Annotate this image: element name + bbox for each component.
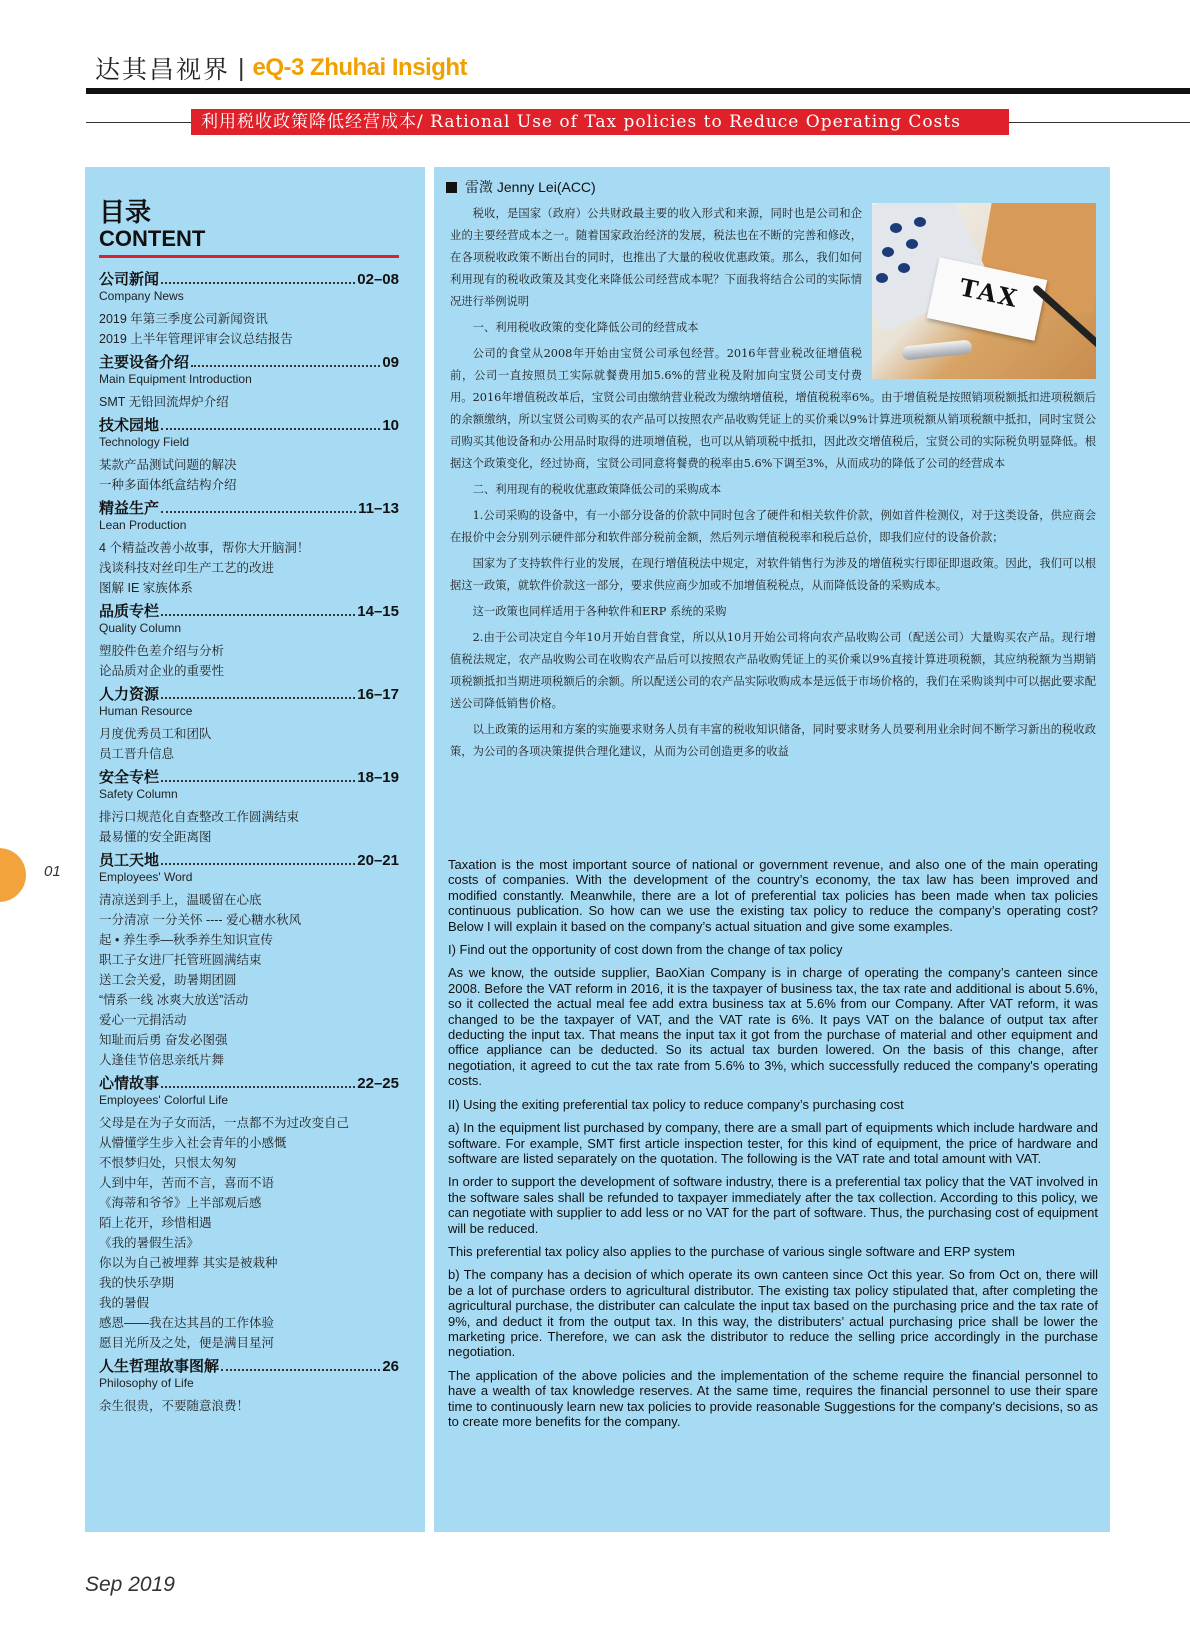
toc-item[interactable]: 某款产品测试问题的解决 — [99, 458, 237, 472]
toc-section — [99, 354, 399, 412]
toc-item[interactable]: 人到中年，苦而不言，喜而不语 — [99, 1176, 275, 1190]
toc-item[interactable]: 我的快乐孕期 — [99, 1276, 175, 1290]
toc-item[interactable]: 清凉送到手上，温暖留在心底 — [99, 893, 262, 907]
calculator-key — [914, 217, 926, 227]
masthead — [95, 48, 467, 88]
toc-section-title: 人生哲理故事图解 — [99, 1358, 220, 1375]
toc-section-heading[interactable] — [99, 852, 399, 870]
toc-section-pages: 11–13 — [358, 500, 399, 517]
toc-item[interactable]: 《我的暑假生活》 — [99, 1236, 200, 1250]
paragraph-en: The application of the above policies and the implementation of the scheme require the financial personnel to have a wealth of tax knowledge reserves. At the same time, requires the financial personnel to use their spare time to continuously learn new tax policies to provide reasonable Suggestions for the company's decisions, so as to create more benefits for the company. — [448, 1367, 1098, 1429]
toc-section-heading[interactable] — [99, 686, 399, 704]
toc-section-title: 精益生产 — [99, 500, 160, 517]
toc-item[interactable]: 余生很贵，不要随意浪费！ — [99, 1399, 250, 1413]
paragraph-en: Taxation is the most important source of national or government revenue, and also one of the main operating costs of companies. With the development of the country’s economy, the tax law has been improved and modified constantly. Meanwhile, there are a lot of preferential tax policies has been made when tax policies continuous publication. So how can we use the existing tax policy to reduce the company’s operating cost? Below I will explain it based on the company’s actual situation and give some examples. — [448, 857, 1098, 934]
toc-item[interactable]: “情系一线 冰爽大放送”活动 — [99, 993, 249, 1007]
toc-section — [99, 1075, 399, 1353]
magazine-title-cn: 达其昌视界 — [95, 55, 231, 84]
toc-leader-dots — [161, 428, 380, 430]
toc-item[interactable]: 最易懂的安全距离图 — [99, 830, 212, 844]
toc-item[interactable]: 感恩——我在达其昌的工作体验 — [99, 1316, 275, 1330]
calculator-key — [898, 263, 910, 273]
toc-heading — [99, 197, 205, 251]
toc-item[interactable]: 我的暑假 — [99, 1296, 150, 1310]
toc-section-pages: 16–17 — [357, 686, 399, 703]
paragraph-en: This preferential tax policy also applies to the purchase of various single software and ERP system — [448, 1243, 1015, 1259]
toc-section-heading[interactable] — [99, 500, 399, 518]
toc-item[interactable]: 论品质对企业的重要性 — [99, 664, 225, 678]
paragraph-cn: 二、利用现有的税收优惠政策降低公司的采购成本 — [472, 483, 722, 496]
toc-section — [99, 769, 399, 847]
toc-leader-dots — [161, 511, 356, 513]
toc-section-pages: 22–25 — [357, 1075, 399, 1092]
paragraph-cn: 1.公司采购的设备中，有一小部分设备的价款中同时包含了硬件和相关软件价款，例如首件检测仪，对于这类设备，供应商会在报价中会分别列示硬件部分和软件部分税前金额，然后列示增值税税率和税后总价，即我们应付的设备价款； — [450, 509, 1096, 544]
toc-section — [99, 603, 399, 681]
toc-section-title: 公司新闻 — [99, 271, 160, 288]
paragraph-en: In order to support the development of software industry, there is a preferential tax policy that the VAT involved in the software sales shall be refunded to taxpayer immediately after the tax collection. According to this policy, we can negotiate with supplier to add less or no VAT for the part of software. Thus, the purchasing cost of equipment will be reduced. — [448, 1174, 1098, 1236]
article-body-cn — [450, 203, 1096, 767]
calculator-key — [906, 239, 918, 249]
toc-divider — [99, 255, 399, 258]
article-author — [446, 177, 596, 197]
calculator-key — [890, 223, 902, 233]
paragraph-cn: 以上政策的运用和方案的实施要求财务人员有丰富的税收知识储备，同时要求财务人员要利用业余时间不断学习新出的税收政策，为公司的各项决策提供合理化建议，从而为公司创造更多的收益 — [450, 723, 1096, 758]
toc-item[interactable]: 你以为自己被埋葬 其实是被栽种 — [99, 1256, 278, 1270]
toc-item[interactable]: 不恨梦归处，只恨太匆匆 — [99, 1156, 237, 1170]
toc-item[interactable]: 父母是在为子女而活，一点都不为过改变自己 — [99, 1116, 350, 1130]
calculator-key — [882, 247, 894, 257]
toc-section-subtitle: Company News — [99, 289, 184, 303]
toc-item[interactable]: 愿目光所及之处，便是满目星河 — [99, 1336, 275, 1350]
toc-section-title: 人力资源 — [99, 686, 160, 703]
calculator-key — [876, 273, 888, 283]
toc-item[interactable]: SMT 无铅回流焊炉介绍 — [99, 395, 229, 409]
toc-leader-dots — [161, 697, 355, 699]
toc-leader-dots — [161, 1086, 355, 1088]
toc-section-pages: 09 — [382, 354, 399, 371]
toc-item[interactable]: 《海蒂和爷爷》上半部观后感 — [99, 1196, 262, 1210]
paragraph-cn: 国家为了支持软件行业的发展，在现行增值税法中规定，对软件销售行为涉及的增值税实行即征即退政策。因此，我们可以根据这一政策，就软件价款这一部分，要求供应商少加或不加增值税税点，从而降低设备的采购成本。 — [450, 557, 1096, 592]
toc-item[interactable]: 月度优秀员工和团队 — [99, 727, 212, 741]
toc-section — [99, 852, 399, 1070]
toc-section-subtitle: Employees' Word — [99, 870, 193, 884]
paragraph-en: a) In the equipment list purchased by company, there are a small part of equipments which include hardware and software. For example, SMT first article inspection tester, for this kind of equipment, the price of hardware and software are listed separately on the quotation. The following is the VAT rate and total amount with VAT. — [448, 1120, 1098, 1166]
author-name: 雷澂 Jenny Lei(ACC) — [465, 179, 596, 195]
toc-item[interactable]: 起 • 养生季—秋季养生知识宣传 — [99, 933, 273, 947]
toc-item[interactable]: 图解 IE 家族体系 — [99, 581, 193, 595]
magazine-title-en: eQ-3 Zhuhai Insight — [252, 54, 468, 81]
page-tab-marker — [0, 848, 26, 902]
toc-section-subtitle: Lean Production — [99, 518, 187, 532]
toc-item[interactable]: 2019 年第三季度公司新闻资讯 — [99, 312, 268, 326]
toc-section-subtitle: Philosophy of Life — [99, 1376, 194, 1390]
toc-section-heading[interactable] — [99, 354, 399, 372]
toc-item[interactable]: 知耻而后勇 奋发必图强 — [99, 1033, 228, 1047]
masthead-separator: | — [238, 53, 245, 82]
toc-item[interactable]: 从懵懂学生步入社会青年的小感慨 — [99, 1136, 287, 1150]
toc-section-subtitle: Human Resource — [99, 704, 193, 718]
paragraph-en: II) Using the exiting preferential tax policy to reduce company’s purchasing cost — [448, 1096, 904, 1112]
tax-card-label: TAX — [956, 272, 1022, 314]
toc-item[interactable]: 陌上花开，珍惜相遇 — [99, 1216, 212, 1230]
toc-item[interactable]: 塑胶件色差介绍与分析 — [99, 644, 225, 658]
article-body-en — [448, 857, 1098, 1437]
toc-item[interactable]: 排污口规范化自查整改工作圆满结束 — [99, 810, 300, 824]
toc-section-heading[interactable] — [99, 603, 399, 621]
toc-leader-dots — [161, 614, 355, 616]
toc-section-subtitle: Safety Column — [99, 787, 178, 801]
toc-item[interactable]: 人逢佳节倍思亲纸片舞 — [99, 1053, 225, 1067]
toc-section — [99, 271, 399, 349]
article-banner: 利用税收政策降低经营成本/ Rational Use of Tax policies to Reduce Operating Costs — [191, 109, 1009, 135]
pen-cap-icon — [901, 339, 972, 360]
toc-leader-dots — [161, 780, 355, 782]
toc-section — [99, 500, 399, 598]
toc-section-title: 安全专栏 — [99, 769, 160, 786]
issue-date: Sep 2019 — [85, 1573, 175, 1596]
header-rule — [86, 88, 1190, 94]
toc-section-pages: 02–08 — [357, 271, 399, 288]
toc-section-heading[interactable] — [99, 1075, 399, 1093]
page-number: 01 — [44, 863, 61, 880]
article-panel — [434, 167, 1110, 1532]
toc-section — [99, 417, 399, 495]
toc-section-pages: 14–15 — [357, 603, 399, 620]
paragraph-cn: 税收，是国家（政府）公共财政最主要的收入形式和来源，同时也是公司和企业的主要经营成本之一。随着国家政治经济的发展，税法也在不断的完善和修改，在各项税收政策不断出台的同时，也推出了大量的税收优惠政策。那么，我们如何利用现有的税收政策及其变化来降低公司经营成本呢？下面我将结合公司的实际情况进行举例说明 — [450, 207, 862, 308]
paragraph-en: b) The company has a decision of which operate its own canteen since Oct this year. So from Oct on, there will be a lot of purchase orders to agricultural distributor. The existing tax policy stipulated that, after completing the agricultural purchase, the distributer can calculate the input tax based on the purchasing price and the tax rate of 9%, and deduct it from the output tax. In this way, the distributers’ actual purchasing price shall be lower the marketing price. Therefore, we can ask the distributor to reduce the selling price accordingly in the purchase negotiation. — [448, 1267, 1098, 1360]
toc-section-heading[interactable] — [99, 1358, 399, 1376]
toc-item[interactable]: 送工会关爱，助暑期团圆 — [99, 973, 237, 987]
toc-section-pages: 18–19 — [357, 769, 399, 786]
toc-section-pages: 20–21 — [357, 852, 399, 869]
toc-section-title: 技术园地 — [99, 417, 160, 434]
toc-leader-dots — [221, 1369, 380, 1371]
toc-item[interactable]: 4 个精益改善小故事，帮你大开脑洞！ — [99, 541, 310, 555]
toc-section — [99, 686, 399, 764]
paragraph-en: As we know, the outside supplier, BaoXian Company is in charge of operating the company’s canteen since 2008. Before the VAT reform in 2016, it is the taxpayer of business tax, the tax rate and additional is about 5.6%, so it collected the actual meal fee add extra business tax at 5.6% from our Company. After VAT reform, it was changed to be the taxpayer of VAT, and the VAT rate is 6%. It pays VAT on the balance of output tax after deducting the input tax. That means the input tax it got from the purchase of material and other equipment and office appliance can be deducted. So its actual tax burden lowered. On the basis of this change, after negotiation, it agreed to cut the tax rate from 5.6% to 3%, which successfully reduced the company's operating costs. — [448, 965, 1098, 1089]
paragraph-cn: 一、利用税收政策的变化降低公司的经营成本 — [472, 321, 699, 334]
toc-list — [99, 271, 399, 1421]
tax-photo — [872, 203, 1096, 379]
toc-item[interactable]: 职工子女进厂托管班圆满结束 — [99, 953, 262, 967]
paragraph-en: I) Find out the opportunity of cost down from the change of tax policy — [448, 942, 843, 958]
toc-item[interactable]: 爱心一元捐活动 — [99, 1013, 187, 1027]
toc-section-subtitle: Technology Field — [99, 435, 190, 449]
toc-section-heading[interactable] — [99, 769, 399, 787]
toc-section-title: 心情故事 — [99, 1075, 160, 1092]
paragraph-cn: 这一政策也同样适用于各种软件和ERP 系统的采购 — [472, 605, 727, 618]
toc-section-subtitle: Main Equipment Introduction — [99, 372, 252, 386]
toc-title-cn: 目录 — [99, 197, 152, 227]
paragraph-cn: 公司的食堂从2008年开始由宝贤公司承包经营。2016年营业税改征增值税前，公司一直按照员工实际就餐费用加5.6%的营业税及附加向宝贤公司支付费用。2016年增值税改革后，宝贤公司由缴纳营业税改为缴纳增值税，增值税税率6%。由于增值税是按照销项税额抵扣进项税额后的余额缴纳，所以宝贤公司购买的农产品可以按照农产品收购凭证上的买价乘以9%计算进项税额从销项税额中抵扣，同时宝贤公司购买其他设备和办公用品时取得的进项增值税，也可以从销项税中抵扣，因此改交增值税后，宝贤公司的实际税负明显降低。根据这个政策变化，经过协商，宝贤公司同意将餐费的税率由5.6%下调至3%，从而成功的降低了公司的经营成本 — [450, 347, 1096, 470]
toc-section-heading[interactable] — [99, 271, 399, 289]
toc-section-pages: 10 — [382, 417, 399, 434]
toc-section-pages: 26 — [382, 1358, 399, 1375]
toc-leader-dots — [191, 365, 380, 367]
toc-section-heading[interactable] — [99, 417, 399, 435]
paragraph-cn: 2.由于公司决定自今年10月开始自营食堂，所以从10月开始公司将向农产品收购公司（配送公司）大量购买农产品。现行增值税法规定，农产品收购公司在收购农产品后可以按照农产品收购凭证上的买价乘以9%直接计算进项税额，其应纳税额为当期销项税额抵扣当期进项税额后的余额。所以配送公司的农产品实际收购成本是远低于市场价格的，我们在采购谈判中可以据此要求配送公司降低销售价格。 — [450, 631, 1096, 710]
toc-section-title: 品质专栏 — [99, 603, 160, 620]
toc-panel — [85, 167, 425, 1532]
toc-title-en: CONTENT — [99, 226, 206, 251]
toc-section-subtitle: Employees' Colorful Life — [99, 1093, 229, 1107]
toc-item[interactable]: 员工晋升信息 — [99, 747, 175, 761]
toc-item[interactable]: 一分清凉 一分关怀 ---- 爱心糖水秋风 — [99, 913, 302, 927]
toc-item[interactable]: 浅谈科技对丝印生产工艺的改进 — [99, 561, 275, 575]
toc-section-subtitle: Quality Column — [99, 621, 182, 635]
toc-leader-dots — [161, 863, 355, 865]
toc-item[interactable]: 一种多面体纸盒结构介绍 — [99, 478, 237, 492]
toc-item[interactable]: 2019 上半年管理评审会议总结报告 — [99, 332, 293, 346]
toc-section — [99, 1358, 399, 1416]
toc-section-title: 主要设备介绍 — [99, 354, 190, 371]
toc-section-title: 员工天地 — [99, 852, 160, 869]
toc-leader-dots — [161, 282, 355, 284]
bullet-square-icon — [446, 182, 457, 193]
